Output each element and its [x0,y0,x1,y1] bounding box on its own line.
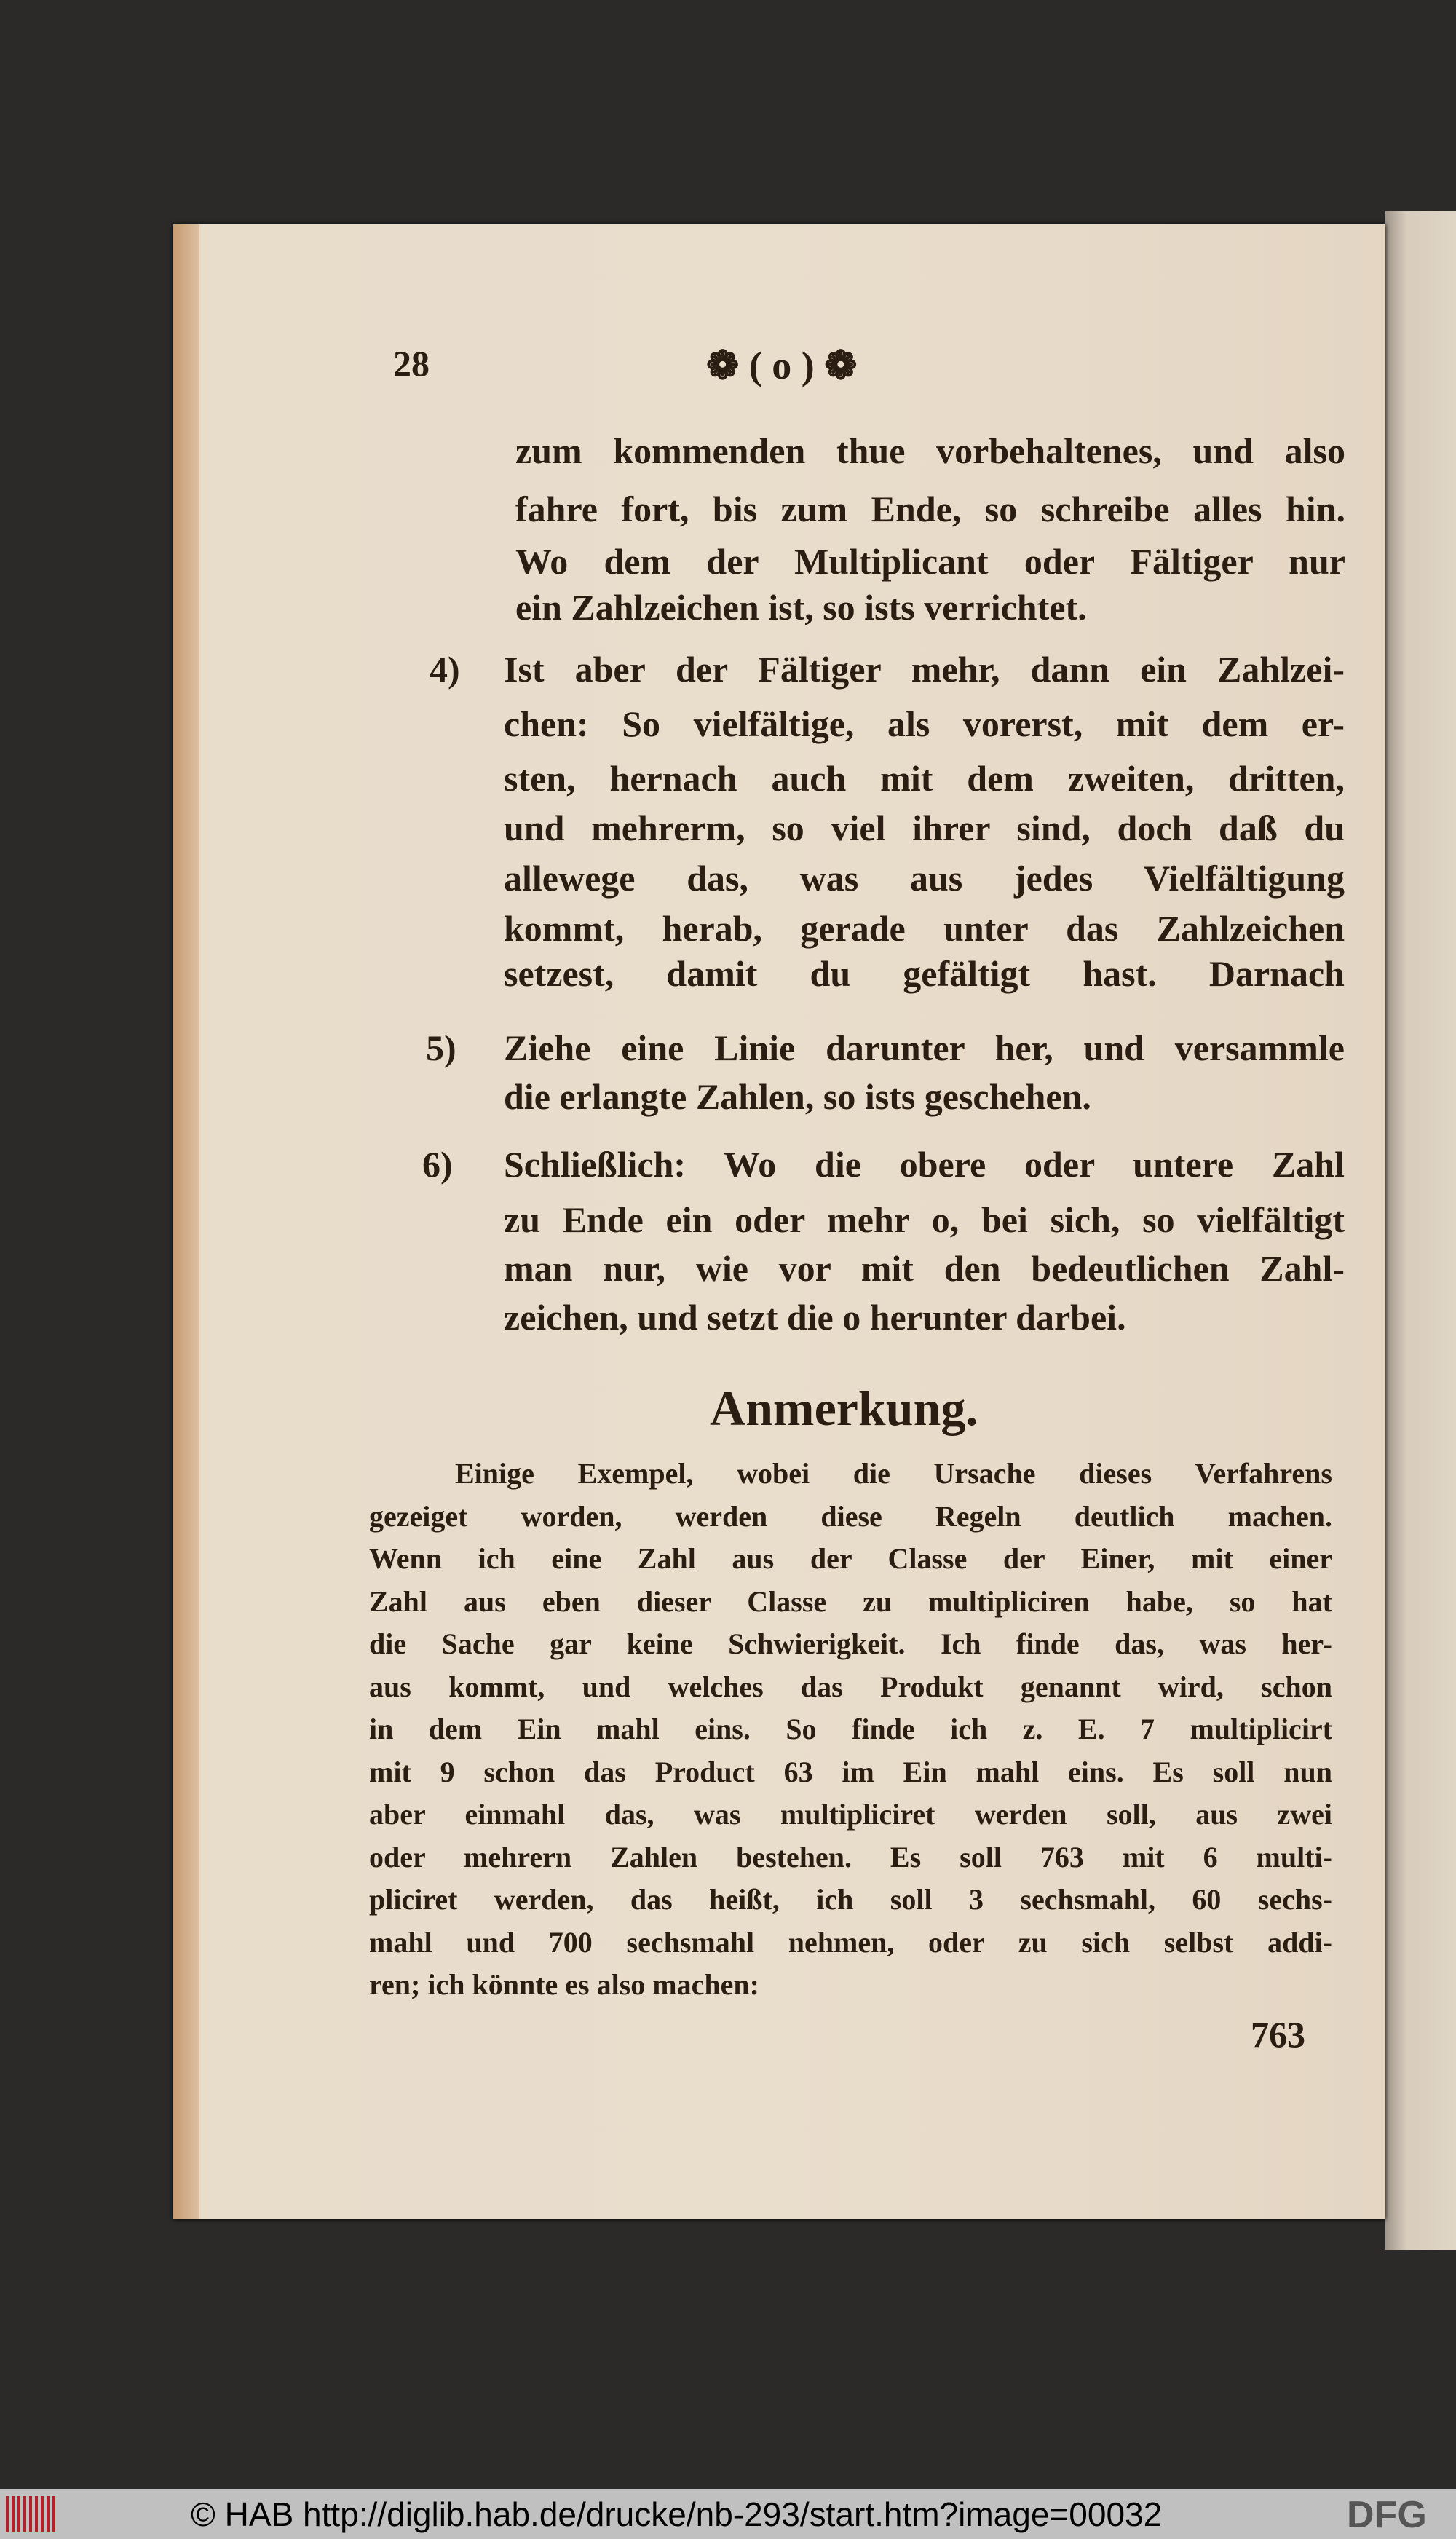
dfg-logo: DFG [1347,2494,1427,2536]
text-line: fahre fort, bis zum Ende, so schreibe alles hin. [515,489,1345,529]
text-line: Wo dem der Multiplicant oder Fältiger nur [515,541,1345,582]
paragraph-line: Einige Exempel, wobei die Ursache dieses Verfahrens [455,1457,1332,1490]
section-heading: Anmerkung. [710,1381,978,1436]
paragraph-line: pliciret werden, das heißt, ich soll 3 sechsmahl, 60 sechs- [369,1883,1332,1916]
footer-bar [0,2489,1456,2539]
text-line: Ziehe eine Linie darunter her, und versammle [504,1027,1345,1068]
catchword: 763 [1251,2014,1305,2055]
text-line: zeichen, und setzt die o herunter darbei. [504,1297,1126,1338]
paragraph-line: Wenn ich eine Zahl aus der Classe der Einer, mit einer [369,1542,1332,1575]
paragraph-line: Zahl aus eben dieser Classe zu multipliciren habe, so hat [369,1584,1332,1618]
page-number: 28 [393,343,430,384]
text-line: man nur, wie vor mit den bedeutlichen Zahl- [504,1248,1345,1289]
adjacent-page [1385,211,1456,2250]
item-number: 5) [426,1027,456,1068]
text-line: ein Zahlzeichen ist, so ists verrichtet. [515,587,1087,628]
paragraph-line: gezeiget worden, werden diese Regeln deutlich machen. [369,1499,1332,1533]
item-number: 6) [422,1144,453,1185]
copyright-link[interactable]: © HAB http://diglib.hab.de/drucke/nb-293/start.htm?image=00032 [191,2495,1163,2533]
paragraph-line: mit 9 schon das Product 63 im Ein mahl eins. Es soll nun [369,1755,1332,1788]
text-line: und mehrerm, so viel ihrer sind, doch daß du [504,807,1345,848]
text-line: Ist aber der Fältiger mehr, dann ein Zahlzei- [504,649,1345,690]
paragraph-line: oder mehrern Zahlen bestehen. Es soll 763 mit 6 multi- [369,1840,1332,1873]
text-line: sten, hernach auch mit dem zweiten, dritten, [504,758,1345,799]
text-line: kommt, herab, gerade unter das Zahlzeichen [504,908,1345,949]
paragraph-line: in dem Ein mahl eins. So finde ich z. E. 7 multiplicirt [369,1713,1332,1745]
paragraph-line: mahl und 700 sechsmahl nehmen, oder zu sich selbst addi- [369,1925,1332,1959]
text-line: Schließlich: Wo die obere oder untere Zahl [504,1144,1345,1185]
text-line: zu Ende ein oder mehr o, bei sich, so vielfältigt [504,1199,1345,1240]
text-line: setzest, damit du gefältigt hast. Darnach [504,953,1345,994]
paragraph-line: die Sache gar keine Schwierigkeit. Ich finde das, was her- [369,1627,1332,1660]
text-line: allewege das, was aus jedes Vielfältigung [504,858,1345,899]
paragraph-line: ren; ich könnte es also machen: [369,1968,759,2001]
page-edge [173,224,199,2219]
paragraph-line: aber einmahl das, was multipliciret werden soll, aus zwei [369,1798,1332,1831]
hab-logo-icon [6,2496,57,2532]
text-line: zum kommenden thue vorbehaltenes, und also [515,430,1345,471]
header-ornament: ❁ ( o ) ❁ [706,344,858,387]
text-line: die erlangte Zahlen, so ists geschehen. [504,1076,1091,1117]
text-line: chen: So vielfältige, als vorerst, mit dem er- [504,703,1345,744]
item-number: 4) [430,649,460,690]
paragraph-line: aus kommt, und welches das Produkt genannt wird, schon [369,1670,1332,1703]
